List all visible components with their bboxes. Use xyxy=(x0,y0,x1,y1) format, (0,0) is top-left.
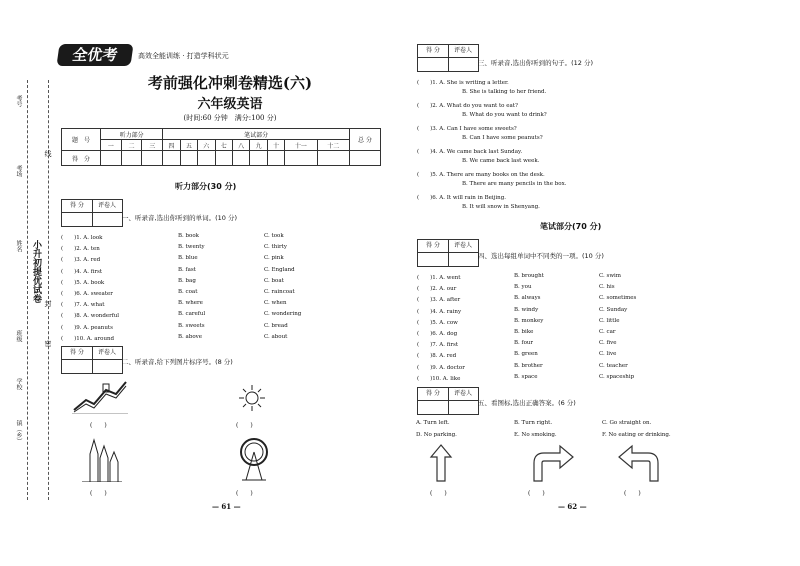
brand-slogan: 高效全能训练 · 打造学科状元 xyxy=(138,52,229,60)
grader-score-label: 得 分 xyxy=(418,45,449,58)
option-a: ( )7. A. what xyxy=(61,302,105,309)
grader-marker-label: 评卷人 xyxy=(448,240,478,253)
score-col: 二 xyxy=(121,140,142,151)
score-table-score-label: 得 分 xyxy=(62,151,101,166)
grader-score-label: 得 分 xyxy=(418,388,449,401)
option-c: C. boat xyxy=(264,277,284,284)
q1-title: 一、听录音,选出你听到的单词。(10 分) xyxy=(122,214,237,222)
option-b: B. green xyxy=(514,351,538,358)
score-col: 八 xyxy=(232,140,249,151)
option-b: B. where xyxy=(178,300,203,307)
option-c: C. took xyxy=(264,233,284,239)
q3-option-a: ( )6. A. It will rain in Beijing. xyxy=(417,195,506,201)
option-b: B. you xyxy=(514,284,532,291)
gutter-mark-line: 线 xyxy=(44,150,52,157)
page-number-left: — 61 — xyxy=(212,502,241,511)
q5-option-b: B. Turn right. xyxy=(514,420,553,426)
gutter-exam-room: 考场 xyxy=(15,165,22,177)
q3-option-b: B. Can I have some peanuts? xyxy=(462,135,543,141)
option-c: C. about xyxy=(264,333,288,340)
option-b: B. above xyxy=(178,333,203,340)
great-wall-picture xyxy=(72,376,128,414)
q5-option-d: D. No parking. xyxy=(416,432,457,438)
q3-option-b: B. She is talking to her friend. xyxy=(462,89,547,95)
answer-paren[interactable]: ( ) xyxy=(90,422,107,429)
option-b: B. fast xyxy=(178,266,196,273)
answer-paren[interactable]: ( ) xyxy=(624,490,641,497)
q3-option-a: ( )2. A. What do you want to eat? xyxy=(417,103,518,109)
option-b: B. book xyxy=(178,233,200,239)
score-cell[interactable] xyxy=(232,151,249,166)
q5-option-f: F. No eating or drinking. xyxy=(602,432,671,438)
option-b: B. brought xyxy=(514,273,544,279)
score-table-written: 笔试部分 xyxy=(163,129,350,140)
option-c: C. five xyxy=(599,340,617,347)
score-table xyxy=(61,128,381,166)
option-c: C. swim xyxy=(599,273,622,279)
option-a: ( )10. A. like xyxy=(417,375,461,382)
option-c: C. car xyxy=(599,329,616,335)
option-a: ( )5. A. book xyxy=(61,279,105,286)
option-c: C. wondering xyxy=(264,311,302,318)
option-b: B. always xyxy=(514,295,541,302)
option-b: B. bike xyxy=(514,329,534,335)
q5-option-c: C. Go straight on. xyxy=(602,420,652,426)
castle-picture xyxy=(82,436,122,482)
option-b: B. brother xyxy=(514,362,543,369)
gutter-paper-title: 小升初提优试卷 xyxy=(31,240,41,303)
option-b: B. windy xyxy=(514,306,539,313)
score-cell-total[interactable] xyxy=(350,151,381,166)
option-c: C. Sunday xyxy=(599,306,628,313)
score-cell[interactable] xyxy=(101,151,122,166)
option-a: ( )4. A. rainy xyxy=(417,308,462,315)
option-b: B. twenty xyxy=(178,244,205,251)
grader-score-label: 得 分 xyxy=(62,200,93,213)
option-a: ( )1. A. look xyxy=(61,235,103,241)
score-cell[interactable] xyxy=(163,151,180,166)
option-a: ( )5. A. cow xyxy=(417,319,458,326)
gutter-mark-secret: 密 xyxy=(44,340,52,347)
grader-box-3 xyxy=(417,44,479,72)
gutter-exam-number: 考号 xyxy=(15,95,22,107)
score-col: 十二 xyxy=(317,140,349,151)
option-a: ( )9. A. peanuts xyxy=(61,324,113,331)
answer-paren[interactable]: ( ) xyxy=(236,490,253,497)
score-cell[interactable] xyxy=(267,151,284,166)
grader-box-5 xyxy=(417,387,479,415)
q3-option-b: B. There are many pencils in the box. xyxy=(462,181,567,187)
answer-paren[interactable]: ( ) xyxy=(430,490,447,497)
option-a: ( )6. A. sweater xyxy=(61,291,113,297)
grader-box-1 xyxy=(61,199,123,227)
option-a: ( )2. A. ten xyxy=(61,246,100,253)
option-a: ( )8. A. red xyxy=(417,353,457,360)
gutter-class: 班级 xyxy=(15,330,22,342)
option-b: B. monkey xyxy=(514,317,544,324)
score-cell[interactable] xyxy=(142,151,163,166)
option-c: C. sometimes xyxy=(599,295,637,302)
gutter-mark-seal: 封 xyxy=(44,300,52,307)
score-col: 四 xyxy=(163,140,180,151)
q3-option-a: ( )3. A. Can I have some sweets? xyxy=(417,126,517,132)
score-cell[interactable] xyxy=(180,151,197,166)
q3-option-b: B. It will snow in Shenyang. xyxy=(462,204,540,210)
grader-box-2 xyxy=(61,346,123,374)
seal-dashed-line xyxy=(48,80,49,500)
option-a: ( )4. A. first xyxy=(61,268,103,275)
option-a: ( )8. A. wonderful xyxy=(61,313,120,320)
paper-title: 考前强化冲刺卷精选(六) xyxy=(147,74,313,92)
score-col: 三 xyxy=(142,140,163,151)
score-col: 十一 xyxy=(285,140,317,151)
option-c: C. when xyxy=(264,300,287,307)
page-number-right: — 62 — xyxy=(558,502,587,511)
gutter-school: 学校 xyxy=(15,378,22,390)
option-c: C. little xyxy=(599,317,620,324)
q2-title: 二、听录音,给下列图片标序号。(8 分) xyxy=(122,358,233,366)
turn-left-arrow-sign xyxy=(616,443,664,483)
q3-option-b: B. What do you want to drink? xyxy=(462,112,547,118)
q5-option-a: A. Turn left. xyxy=(416,420,450,426)
option-b: B. careful xyxy=(178,311,206,318)
q3-option-a: ( )4. A. We came back last Sunday. xyxy=(417,149,523,155)
grader-score-label: 得 分 xyxy=(418,240,449,253)
score-cell[interactable] xyxy=(198,151,215,166)
q3-option-a: ( )1. A. She is writing a letter. xyxy=(417,80,509,86)
score-col: 五 xyxy=(180,140,197,151)
answer-paren[interactable]: ( ) xyxy=(90,490,107,497)
score-col: 九 xyxy=(250,140,267,151)
right-page xyxy=(400,0,800,566)
score-col: 六 xyxy=(198,140,215,151)
q4-title: 四、选出每组单词中不同类的一项。(10 分) xyxy=(478,252,604,260)
score-cell[interactable] xyxy=(317,151,349,166)
score-table-row-label: 题 号 xyxy=(62,129,101,151)
q3-option-a: ( )5. A. There are many books on the desk. xyxy=(417,172,545,178)
option-a: ( )3. A. after xyxy=(417,297,461,304)
option-c: C. spaceship xyxy=(599,373,635,380)
option-a: ( )7. A. first xyxy=(417,342,459,349)
grader-score-label: 得 分 xyxy=(62,347,93,360)
option-a: ( )10. A. around xyxy=(61,335,115,342)
option-c: C. his xyxy=(599,284,615,291)
option-c: C. England xyxy=(264,266,295,273)
score-cell[interactable] xyxy=(215,151,232,166)
q5-option-e: E. No smoking. xyxy=(514,432,557,438)
option-b: B. coat xyxy=(178,289,198,295)
straight-arrow-sign xyxy=(428,443,454,483)
option-b: B. space xyxy=(514,373,538,380)
score-cell[interactable] xyxy=(285,151,317,166)
q3-option-b: B. We came back last week. xyxy=(462,158,540,164)
score-table-total: 总 分 xyxy=(350,129,381,151)
option-b: B. four xyxy=(514,340,534,347)
option-b: B. bag xyxy=(178,277,196,284)
option-b: B. sweets xyxy=(178,322,205,329)
option-c: C. thirty xyxy=(264,244,287,251)
option-b: B. blue xyxy=(178,255,198,262)
grader-box-4 xyxy=(417,239,479,267)
written-heading: 笔试部分(70 分) xyxy=(540,222,602,231)
score-col: 七 xyxy=(215,140,232,151)
option-c: C. live xyxy=(599,351,617,358)
listening-heading: 听力部分(30 分) xyxy=(175,182,237,191)
gutter-town: 镇（乡） xyxy=(15,420,22,444)
gutter-dashed-line xyxy=(27,80,28,500)
ferris-wheel-picture xyxy=(238,434,270,482)
score-col: 一 xyxy=(101,140,122,151)
grader-marker-label: 评卷人 xyxy=(92,347,122,360)
option-a: ( )9. A. doctor xyxy=(417,364,465,371)
option-c: C. bread xyxy=(264,322,288,329)
q5-title: 五、看图标,选出正确答案。(6 分) xyxy=(478,399,576,407)
answer-paren[interactable]: ( ) xyxy=(528,490,545,497)
option-a: ( )2. A. our xyxy=(417,286,457,293)
grader-marker-label: 评卷人 xyxy=(92,200,122,213)
option-c: C. teacher xyxy=(599,362,628,369)
brand-logo: 全优考 xyxy=(56,44,133,66)
option-c: C. raincoat xyxy=(264,289,295,295)
score-table-listening: 听力部分 xyxy=(101,129,163,140)
turn-right-arrow-sign xyxy=(528,443,576,483)
option-c: C. pink xyxy=(264,255,284,262)
option-a: ( )1. A. went xyxy=(417,275,461,281)
time-info: (时间:60 分钟 满分:100 分) xyxy=(183,114,277,122)
option-a: ( )3. A. red xyxy=(61,257,101,264)
grader-marker-label: 评卷人 xyxy=(448,45,478,58)
score-cell[interactable] xyxy=(121,151,142,166)
score-cell[interactable] xyxy=(250,151,267,166)
gutter-name: 姓名 xyxy=(15,240,22,252)
q3-title: 三、听录音,选出你听到的句子。(12 分) xyxy=(478,59,593,67)
option-a: ( )6. A. dog xyxy=(417,331,458,337)
paper-subtitle: 六年级英语 xyxy=(197,97,263,112)
score-col: 十 xyxy=(267,140,284,151)
answer-paren[interactable]: ( ) xyxy=(236,422,253,429)
sun-picture xyxy=(238,384,266,412)
grader-marker-label: 评卷人 xyxy=(448,388,478,401)
